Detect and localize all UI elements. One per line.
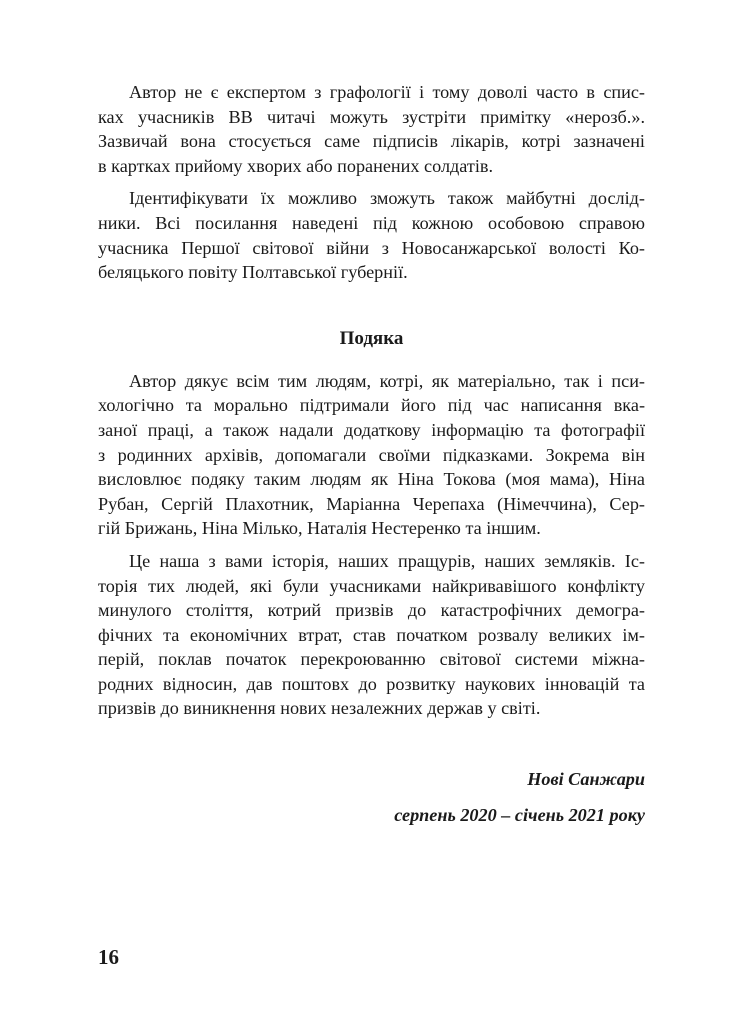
text-line: беляцького повіту Полтавської губернії. bbox=[98, 262, 408, 283]
text-line: заної праці, а також надали додаткову інформацію та фотографії bbox=[98, 419, 645, 440]
text-line: гій Брижань, Ніна Мілько, Наталія Нестеренко та іншим. bbox=[98, 518, 541, 539]
text-line: минулого століття, котрий призвів до катастрофічних демогра- bbox=[98, 600, 645, 621]
text-line: висловлює подяку таким людям як Ніна Токова (моя мама), Ніна bbox=[98, 469, 645, 490]
text-line: торія тих людей, які були учасниками найкривавішого конфлікту bbox=[98, 575, 645, 596]
intro-paragraph-1 bbox=[98, 80, 645, 178]
intro-paragraph-2 bbox=[98, 186, 645, 284]
signature-date: серпень 2020 – січень 2021 року bbox=[394, 805, 645, 826]
text-line: Рубан, Сергій Плахотник, Маріанна Черепаха (Німеччина), Сер- bbox=[98, 493, 645, 514]
text-line: Автор дякує всім тим людям, котрі, як матеріально, так і пси- bbox=[129, 370, 645, 391]
text-line: призвів до виникнення нових незалежних держав у світі. bbox=[98, 698, 541, 719]
text-line: хологічно та морально підтримали його під час написання вка- bbox=[98, 395, 645, 416]
text-line: Ідентифікувати їх можливо зможуть також майбутні дослід- bbox=[129, 188, 645, 209]
thanks-paragraph-2 bbox=[98, 549, 645, 721]
page-number: 16 bbox=[98, 945, 119, 969]
text-line: перій, поклав початок перекроюванню світової системи міжна- bbox=[98, 649, 645, 670]
text-line: Це наша з вами історія, наших пращурів, наших земляків. Іс- bbox=[129, 550, 645, 571]
signature-place: Нові Санжари bbox=[527, 769, 645, 790]
text-line: родних відносин, дав поштовх до розвитку наукових інновацій та bbox=[98, 673, 645, 694]
text-line: ники. Всі посилання наведені під кожною особовою справою bbox=[98, 212, 645, 233]
text-line: учасника Першої світової війни з Новосанжарської волості Ко- bbox=[98, 237, 645, 258]
text-line: Автор не є експертом з графології і тому доволі часто в спис- bbox=[129, 82, 645, 102]
page-body bbox=[98, 80, 645, 827]
text-line: ках учасників ВВ читачі можуть зустріти примітку «нерозб.». bbox=[98, 106, 645, 127]
text-line: в картках прийому хворих або поранених солдатів. bbox=[98, 155, 494, 176]
thanks-paragraph-1 bbox=[98, 369, 645, 541]
text-line: Зазвичай вона стосується саме підписів лікарів, котрі зазначені bbox=[98, 131, 645, 152]
section-heading: Подяка bbox=[339, 327, 404, 349]
text-line: фічних та економічних втрат, став початком розвалу великих ім- bbox=[98, 624, 645, 645]
text-line: з родинних архівів, допомагали своїми підказками. Зокрема він bbox=[98, 444, 645, 465]
